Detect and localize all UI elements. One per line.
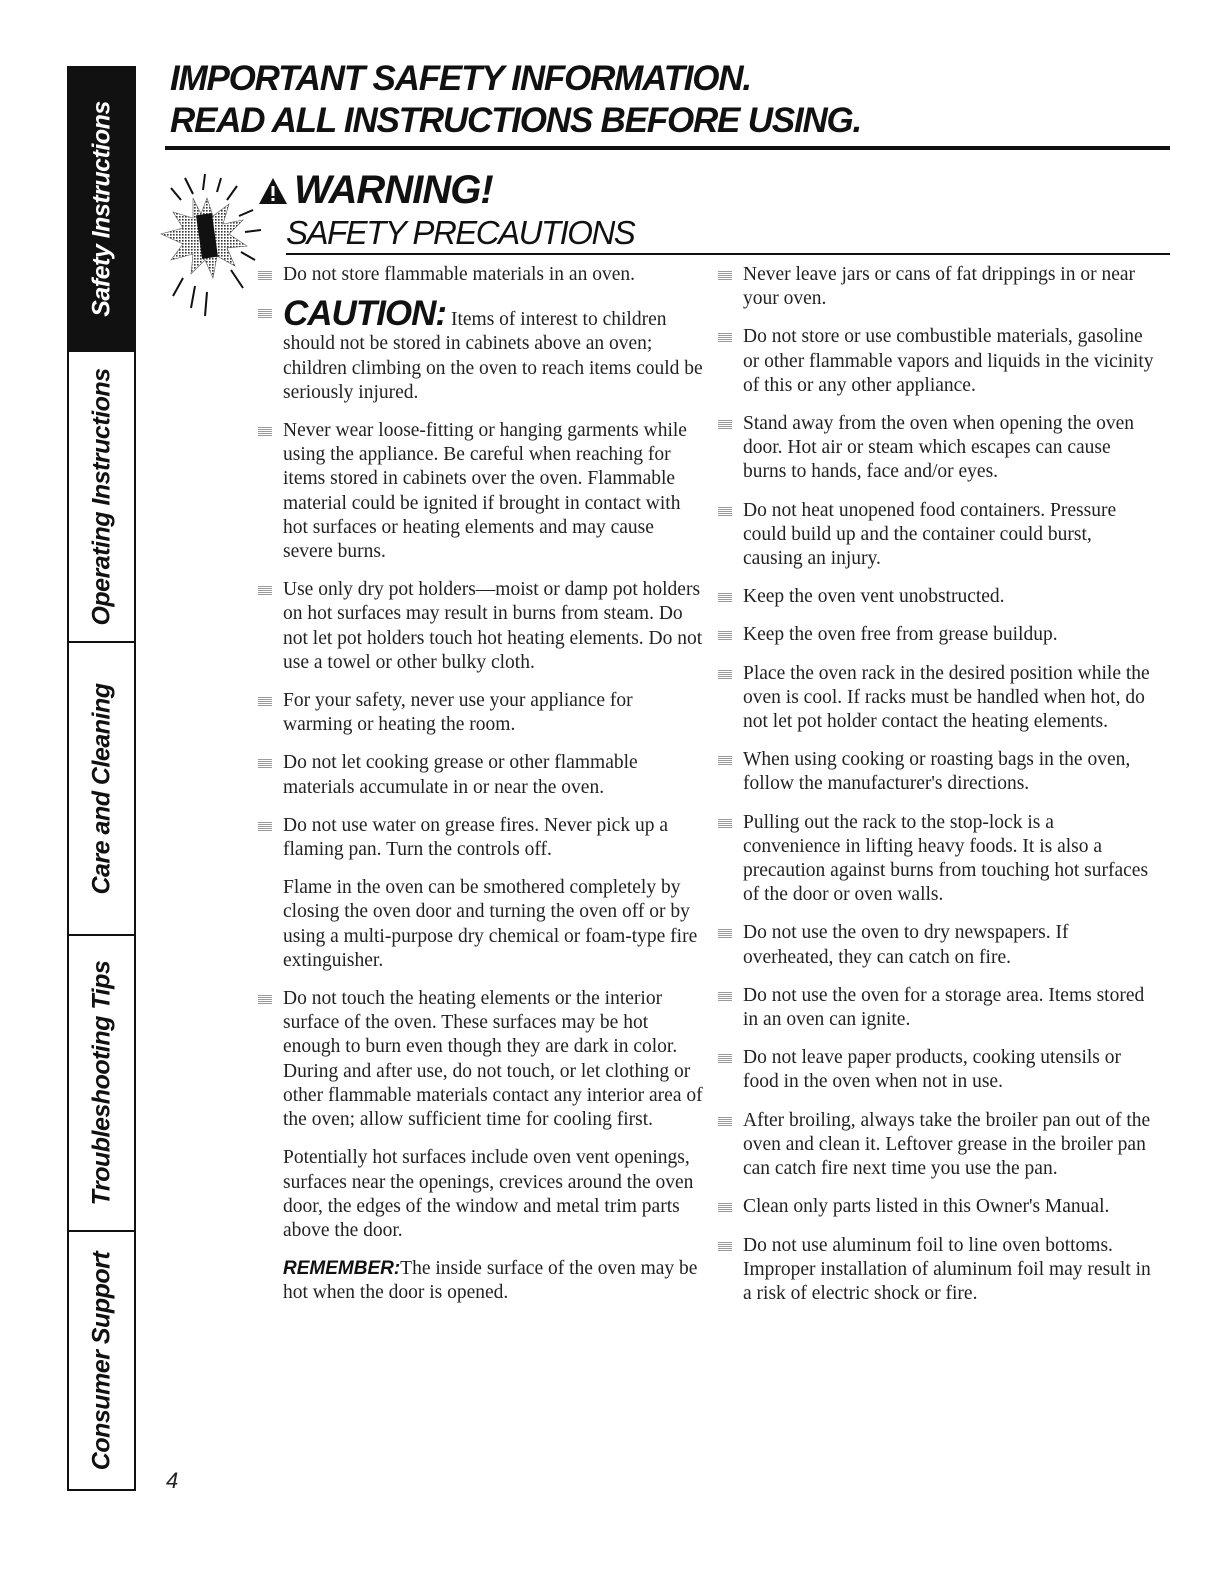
- safety-item-text: Clean only parts listed in this Owner's Manual.: [743, 1196, 1110, 1218]
- bullet-icon: [718, 755, 732, 765]
- safety-item-text: Stand away from the oven when opening the oven door. Hot air or steam which escapes can cause burns to hands, face and/or eyes.: [743, 413, 1134, 483]
- safety-item: [256, 689, 704, 737]
- remember-note: [256, 1257, 704, 1305]
- page-title-line2: READ ALL INSTRUCTIONS BEFORE USING.: [170, 101, 862, 140]
- page-title-line1: IMPORTANT SAFETY INFORMATION.: [170, 59, 751, 98]
- bullet-icon: [258, 696, 272, 706]
- warning-label: WARNING!: [294, 168, 493, 212]
- safety-item: [716, 1195, 1156, 1219]
- safety-item: [716, 412, 1156, 485]
- safety-item: [716, 748, 1156, 796]
- remember-text: The inside surface of the oven may be hot when the door is opened.: [283, 1258, 698, 1304]
- tab-troubleshooting-tips[interactable]: [69, 934, 134, 1230]
- bullet-icon: [718, 332, 732, 342]
- safety-paragraph: Potentially hot surfaces include oven vent openings, surfaces near the openings, crevices around the oven door, the edges of the window and metal trim parts above the door.: [283, 1147, 694, 1241]
- caution-text: Items of interest to children should not be stored in cabinets above an oven; children climbing on the oven to reach items could be seriously injured.: [283, 309, 703, 403]
- safety-item-text: For your safety, never use your appliance for warming or heating the room.: [283, 690, 633, 736]
- safety-item-text: Place the oven rack in the desired position while the oven is cool. If racks must be handled when hot, do not let pot holder contact the heating elements.: [743, 662, 1150, 733]
- bullet-icon: [258, 821, 272, 831]
- tab-operating-instructions[interactable]: [69, 350, 134, 641]
- bullet-icon: [718, 1116, 732, 1126]
- remember-label: REMEMBER:: [283, 1258, 401, 1280]
- bullet-icon: [718, 592, 732, 602]
- warning-heading: [258, 168, 493, 213]
- safety-item: [256, 263, 704, 287]
- safety-item: [716, 811, 1156, 908]
- safety-item: [256, 814, 704, 862]
- tab-care-and-cleaning[interactable]: [69, 641, 134, 934]
- title-divider: [165, 146, 1170, 150]
- bullet-icon: [718, 818, 732, 828]
- safety-item: [716, 585, 1156, 609]
- right-column: [716, 263, 1156, 1320]
- caution-item: [256, 294, 704, 405]
- safety-item: [716, 662, 1156, 735]
- safety-item-text: After broiling, always take the broiler pan out of the oven and clean it. Leftover grease in the broiler pan can catch fire next time you use the pan.: [743, 1109, 1151, 1180]
- safety-item-text: Keep the oven free from grease buildup.: [743, 624, 1058, 646]
- bullet-icon: [718, 506, 732, 516]
- safety-item: [716, 1046, 1156, 1094]
- tab-safety-instructions[interactable]: [69, 68, 134, 350]
- tab-consumer-support-label: Consumer Support: [87, 1251, 115, 1470]
- safety-item: [716, 1234, 1156, 1307]
- bullet-icon: [258, 994, 272, 1004]
- safety-item-text: Use only dry pot holders—moist or damp pot holders on hot surfaces may result in burns from steam. Do not let pot holders touch hot heating elements. Do not use a towel or other bulky cloth.: [283, 579, 703, 673]
- bullet-icon: [258, 585, 272, 595]
- bullet-icon: [258, 308, 272, 318]
- safety-item-text: Do not touch the heating elements or the interior surface of the oven. These surfaces may be hot enough to burn even though they are dark in color. During and after use, do not touch, or let clothing or other flammable materials contact any interior area of the oven; allow sufficient time for cooling first.: [283, 988, 703, 1131]
- safety-item-text: When using cooking or roasting bags in the oven, follow the manufacturer's directions.: [743, 749, 1131, 795]
- bullet-icon: [718, 419, 732, 429]
- safety-item: [716, 984, 1156, 1032]
- safety-item-text: Do not heat unopened food containers. Pressure could build up and the container could burst, causing an injury.: [743, 499, 1117, 570]
- bullet-icon: [718, 928, 732, 938]
- safety-item: [716, 1109, 1156, 1182]
- safety-item: [716, 499, 1156, 572]
- safety-item-text: Do not store flammable materials in an oven.: [283, 264, 635, 285]
- tab-safety-instructions-label: Safety Instructions: [87, 101, 115, 317]
- safety-item-text: Keep the oven vent unobstructed.: [743, 586, 1005, 608]
- safety-item-text: Do not use water on grease fires. Never pick up a flaming pan. Turn the controls off.: [283, 814, 668, 861]
- warning-subtitle: SAFETY PRECAUTIONS: [286, 214, 635, 251]
- bullet-icon: [718, 1053, 732, 1063]
- safety-item: [256, 578, 704, 675]
- safety-item: [256, 751, 704, 799]
- safety-item-text: Do not use the oven for a storage area. Items stored in an oven can ignite.: [743, 984, 1145, 1031]
- page-number: 4: [166, 1468, 179, 1493]
- page-title: [170, 58, 861, 142]
- safety-item: [256, 987, 704, 1132]
- safety-item-text: Do not use the oven to dry newspapers. If overheated, they can catch on fire.: [743, 922, 1069, 968]
- safety-item-text: Pulling out the rack to the stop-lock is a convenience in lifting heavy foods. It is also a precaution against burns from touching hot surfaces of the door or oven walls.: [743, 811, 1149, 906]
- safety-item-text: Do not store or use combustible materials, gasoline or other flammable vapors and liquids in the vicinity of this or any other appliance.: [743, 326, 1154, 396]
- tab-operating-instructions-label: Operating Instructions: [87, 367, 115, 626]
- safety-item-text: Never wear loose-fitting or hanging garments while using the appliance. Be careful when reaching for items stored in cabinets over the oven. Flammable material could be ignited if brought in contact with hot surfaces or heating elements and may cause severe burns.: [283, 420, 687, 563]
- bullet-icon: [718, 1202, 732, 1212]
- bullet-icon: [258, 758, 272, 768]
- safety-item: [716, 623, 1156, 647]
- safety-item: [256, 419, 704, 564]
- bullet-icon: [718, 270, 732, 280]
- left-column: [256, 263, 704, 1320]
- bullet-icon: [718, 630, 732, 640]
- safety-item: [716, 325, 1156, 398]
- safety-item-text: Do not leave paper products, cooking utensils or food in the oven when not in use.: [743, 1047, 1121, 1093]
- caution-label: CAUTION:: [283, 294, 447, 334]
- tab-troubleshooting-tips-label: Troubleshooting Tips: [87, 960, 115, 1206]
- tab-care-and-cleaning-label: Care and Cleaning: [87, 683, 115, 894]
- bullet-icon: [718, 1241, 732, 1251]
- section-tab-bar: [67, 66, 136, 1491]
- safety-item-text: Never leave jars or cans of fat drippings in or near your oven.: [743, 264, 1136, 310]
- safety-item: [716, 263, 1156, 311]
- warning-burst-icon: [143, 168, 273, 318]
- bullet-icon: [718, 991, 732, 1001]
- warning-triangle-icon: [258, 177, 288, 205]
- tab-consumer-support[interactable]: [69, 1230, 134, 1489]
- bullet-icon: [718, 669, 732, 679]
- safety-item-text: Do not use aluminum foil to line oven bottoms. Improper installation of aluminum foil may result in a risk of electric shock or fire.: [743, 1234, 1151, 1304]
- bullet-icon: [258, 270, 272, 280]
- safety-item: [716, 921, 1156, 969]
- bullet-icon: [258, 426, 272, 436]
- safety-paragraph: Flame in the oven can be smothered completely by closing the oven door and turning the oven off or by using a multi-purpose dry chemical or foam-type fire extinguisher.: [283, 877, 698, 971]
- safety-item-text: Do not let cooking grease or other flammable materials accumulate in or near the oven.: [283, 752, 638, 798]
- subtitle-divider: [286, 253, 1170, 255]
